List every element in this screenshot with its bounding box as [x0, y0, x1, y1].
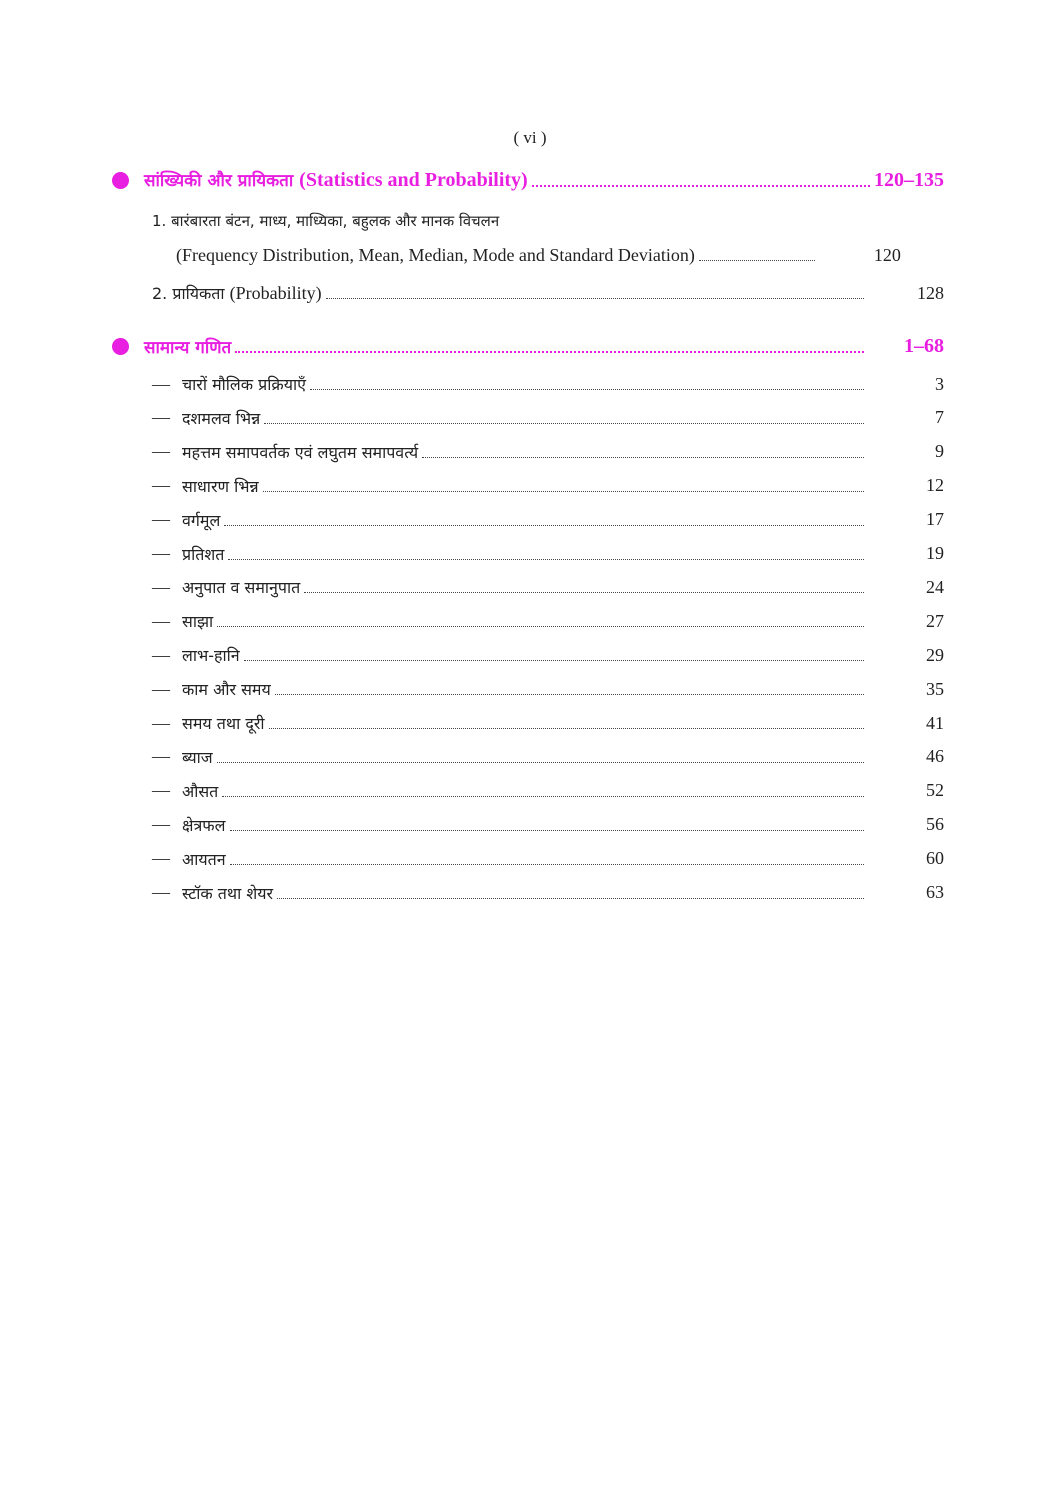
toc-item-label: काम और समय	[182, 680, 271, 700]
toc-item[interactable]	[152, 676, 944, 702]
toc-item-page: 128	[917, 282, 944, 303]
toc-item-page: 3	[935, 373, 944, 394]
toc-item[interactable]	[152, 710, 944, 736]
dash-marker: —	[152, 543, 170, 563]
toc-item-label: क्षेत्रफल	[182, 815, 226, 835]
toc-item[interactable]	[152, 541, 944, 567]
leader-dots	[310, 389, 864, 390]
toc-item-page: 27	[926, 610, 944, 631]
toc-item[interactable]	[152, 371, 944, 397]
toc-item-label: साझा	[182, 612, 214, 632]
section-page-range: 1–68	[904, 334, 944, 357]
toc-item-page: 56	[926, 814, 944, 835]
toc-item-label: (Frequency Distribution, Mean, Median, Mode and Standard Deviation)	[176, 244, 695, 265]
toc-item-label: अनुपात व समानुपात	[182, 578, 301, 598]
bullet-icon	[112, 172, 129, 189]
dash-marker: —	[152, 678, 170, 699]
toc-item-page: 41	[926, 712, 944, 733]
toc-item-page: 29	[926, 644, 944, 665]
dash-marker: —	[152, 373, 170, 394]
leader-dots	[217, 626, 864, 627]
leader-dots	[304, 592, 864, 593]
dash-marker: —	[152, 610, 170, 631]
toc-item-label: वर्गमूल	[182, 510, 221, 530]
toc-item-page: 19	[926, 543, 944, 563]
toc-item-label: औसत	[182, 781, 219, 801]
leader-dots	[532, 185, 870, 187]
leader-dots	[222, 796, 864, 797]
toc-item-frequency-distribution-hindi: 1. बारंबारता बंटन, माध्य, माध्यिका, बहुलक और मानक विचलन	[152, 212, 500, 230]
toc-item[interactable]	[152, 744, 944, 770]
dash-marker: —	[152, 848, 170, 869]
toc-item-label: प्रतिशत	[182, 544, 225, 564]
toc-item-page: 46	[926, 746, 944, 767]
toc-item[interactable]	[152, 812, 944, 838]
leader-dots	[228, 559, 864, 560]
toc-item[interactable]	[152, 608, 944, 634]
toc-item-probability[interactable]	[152, 280, 944, 306]
section-title: सामान्य गणित	[144, 337, 232, 358]
leader-dots	[263, 491, 864, 492]
toc-item-frequency-distribution[interactable]	[176, 242, 944, 268]
toc-item[interactable]	[152, 846, 944, 872]
leader-dots	[230, 830, 865, 831]
toc-item-label: चारों मौलिक प्रक्रियाएँ	[182, 375, 306, 394]
leader-dots	[326, 298, 864, 299]
dash-marker: —	[152, 882, 170, 902]
toc-item[interactable]	[152, 405, 944, 431]
leader-dots	[224, 525, 864, 526]
toc-item-label: महत्तम समापवर्तक एवं लघुतम समापवर्त्य	[182, 442, 419, 462]
bullet-icon	[112, 338, 129, 355]
toc-item[interactable]	[152, 439, 944, 465]
section-heading-statistics[interactable]	[112, 167, 944, 193]
toc-item-page: 9	[935, 441, 944, 462]
leader-dots	[269, 728, 864, 729]
section-page-range: 120–135	[874, 168, 944, 191]
toc-item-page: 17	[926, 509, 944, 530]
dash-marker: —	[152, 712, 170, 733]
leader-dots	[230, 864, 864, 865]
toc-item-page: 63	[926, 882, 944, 902]
dash-marker: —	[152, 746, 170, 767]
leader-dots	[277, 898, 864, 899]
toc-item-page: 12	[926, 475, 944, 496]
toc-item[interactable]	[152, 473, 944, 499]
toc-item[interactable]	[152, 778, 944, 804]
page-number: ( vi )	[513, 128, 547, 147]
toc-item[interactable]	[152, 880, 944, 906]
toc-item-label: आयतन	[182, 849, 226, 869]
leader-dots	[422, 457, 864, 458]
toc-item-page: 52	[926, 780, 944, 801]
dash-marker: —	[152, 441, 170, 462]
leader-dots	[244, 660, 864, 661]
leader-dots	[264, 423, 864, 424]
dash-marker: —	[152, 780, 170, 801]
toc-item-label: 2. प्रायिकता (Probability)	[152, 283, 322, 303]
toc-item-label: समय तथा दूरी	[182, 714, 265, 733]
toc-item[interactable]	[152, 574, 944, 600]
toc-item[interactable]	[152, 642, 944, 668]
dash-marker: —	[152, 814, 170, 835]
dash-marker: —	[152, 576, 170, 597]
leader-dots	[275, 694, 864, 695]
toc-item-page: 120	[873, 244, 901, 265]
toc-item-label: साधारण भिन्न	[182, 476, 259, 496]
dash-marker: —	[152, 644, 170, 665]
dash-marker: —	[152, 509, 170, 530]
section-heading-general-math[interactable]	[112, 333, 944, 359]
section-title	[144, 168, 528, 192]
dash-marker: —	[152, 475, 170, 496]
dash-marker: —	[152, 407, 170, 428]
toc-item-page: 7	[935, 407, 944, 428]
section-title-english: (Statistics and Probability)	[299, 169, 528, 191]
toc-item-label: लाभ-हानि	[182, 646, 240, 666]
leader-dots	[699, 260, 815, 261]
toc-item-page: 35	[926, 678, 944, 699]
toc-item[interactable]	[152, 507, 944, 533]
toc-item-label: दशमलव भिन्न	[182, 408, 261, 428]
leader-dots	[217, 762, 864, 763]
leader-dots	[235, 351, 864, 353]
toc-item-label: स्टॉक तथा शेयर	[182, 883, 274, 903]
toc-item-page: 60	[926, 848, 944, 869]
toc-item-page: 24	[926, 576, 944, 597]
section-title-hindi: सांख्यिकी और प्रायिकता	[144, 171, 294, 191]
toc-item-label: ब्याज	[182, 747, 213, 767]
